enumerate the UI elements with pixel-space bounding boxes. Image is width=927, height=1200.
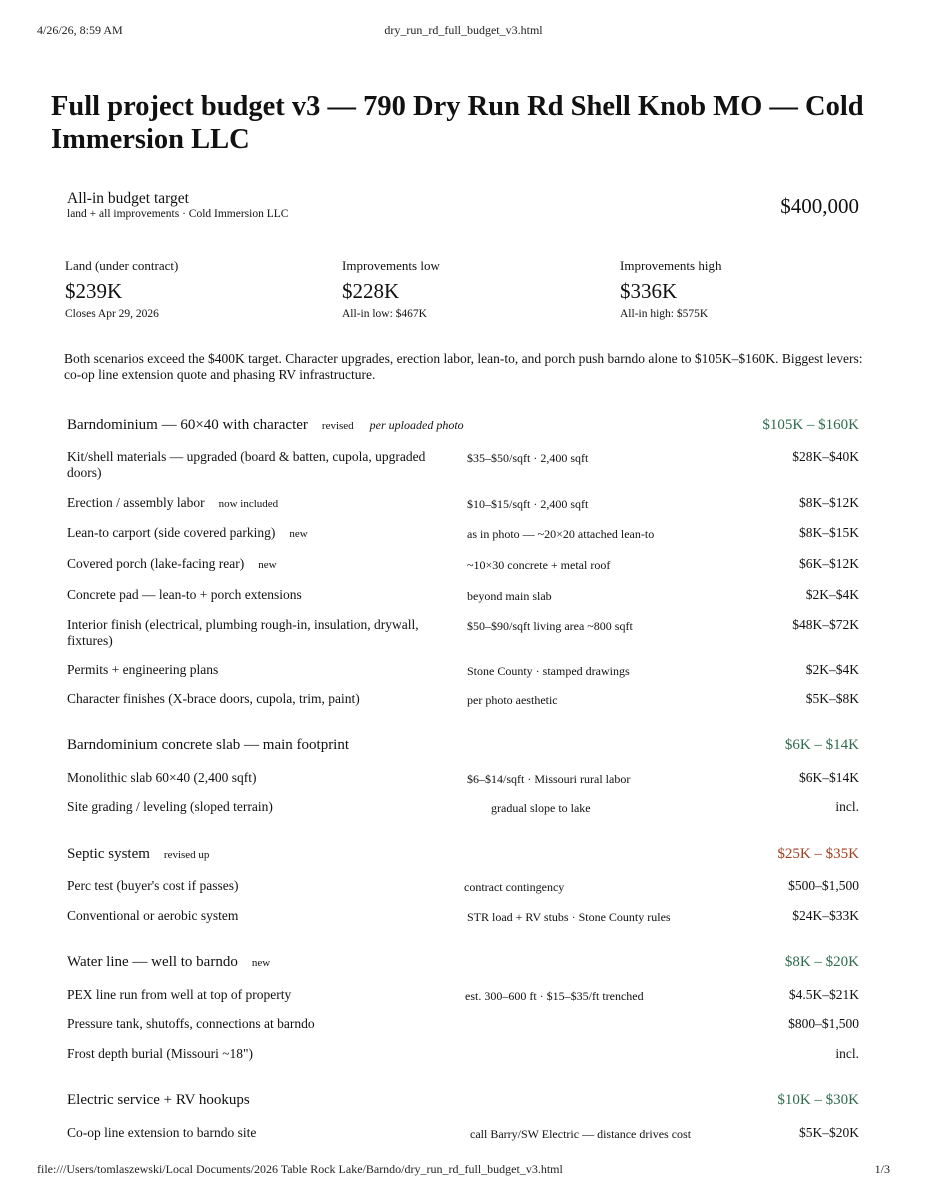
row-detail: $6–$14/sqft · Missouri rural labor xyxy=(467,772,631,786)
row-cost: $8K–$12K xyxy=(799,495,859,510)
section-title: Barndominium concrete slab — main footprint xyxy=(67,737,350,753)
section-tag: new xyxy=(251,957,271,969)
row-item-label: Erection / assembly labor xyxy=(67,495,205,510)
row-detail: call Barry/SW Electric — distance drives cost xyxy=(470,1127,692,1141)
row-item: Kit/shell materials — upgraded (board & batten, cupola, upgraded doors) xyxy=(67,449,426,480)
row-cost: $48K–$72K xyxy=(792,617,859,632)
row-detail: ~10×30 concrete + metal roof xyxy=(467,558,611,572)
row-cost: incl. xyxy=(835,799,859,814)
print-footer-page-number: 1/3 xyxy=(874,1162,890,1176)
summary-text: Both scenarios exceed the $400K target. Character upgrades, erection labor, lean-to, and porch push barndo alone to $105K–$160K. Biggest levers: co-op line extension quote and phasing RV infrastructure. xyxy=(64,351,863,382)
section-range: $6K – $14K xyxy=(784,737,859,753)
section-header-barndominium xyxy=(67,416,859,435)
stat-label: Improvements low xyxy=(342,258,440,273)
stat-label: Land (under contract) xyxy=(65,258,179,273)
row-detail: per photo aesthetic xyxy=(467,693,558,707)
row-cost: incl. xyxy=(835,1046,859,1061)
row-cost: $6K–$14K xyxy=(799,770,859,785)
row-item: Interior finish (electrical, plumbing rough-in, insulation, drywall, fixtures) xyxy=(67,617,419,648)
row-item xyxy=(67,556,447,573)
section-header-electric xyxy=(67,1091,859,1109)
section-header-water-line xyxy=(67,953,859,972)
print-footer-url: file:///Users/tomlaszewski/Local Documents/2026 Table Rock Lake/Barndo/dry_run_rd_full_budget_v3.html xyxy=(37,1162,563,1176)
row-detail: $10–$15/sqft · 2,400 sqft xyxy=(467,497,589,511)
row-item: Pressure tank, shutoffs, connections at barndo xyxy=(67,1016,315,1031)
row-item xyxy=(67,525,447,542)
section-range: $8K – $20K xyxy=(784,954,859,970)
row-tag: now included xyxy=(218,498,279,510)
stat-note: Closes Apr 29, 2026 xyxy=(65,308,159,320)
row-tag: new xyxy=(289,528,308,540)
stat-note: All-in high: $575K xyxy=(620,308,709,320)
stat-improvements-low xyxy=(342,258,602,321)
section-range: $105K – $160K xyxy=(762,417,859,433)
print-header-datetime: 4/26/26, 8:59 AM xyxy=(37,23,123,37)
row-item: Concrete pad — lean-to + porch extensions xyxy=(67,587,302,602)
row-item: PEX line run from well at top of property xyxy=(67,987,292,1002)
row-detail: Stone County · stamped drawings xyxy=(467,664,630,678)
row-cost: $2K–$4K xyxy=(805,662,859,677)
section-title: Water line — well to barndo xyxy=(67,954,238,970)
stat-land xyxy=(65,258,325,321)
section-range: $25K – $35K xyxy=(777,846,859,862)
row-detail: contract contingency xyxy=(464,880,565,894)
section-header-septic xyxy=(67,845,859,864)
stat-improvements-high xyxy=(620,258,880,321)
row-item: Site grading / leveling (sloped terrain) xyxy=(67,799,273,814)
row-tag: new xyxy=(258,559,277,571)
row-item: Frost depth burial (Missouri ~18") xyxy=(67,1046,254,1061)
section-title: Barndominium — 60×40 with character xyxy=(67,417,308,433)
page-title: Full project budget v3 — 790 Dry Run Rd Shell Knob MO — Cold Immersion LLC xyxy=(51,91,864,155)
row-detail: STR load + RV stubs · Stone County rules xyxy=(467,910,671,924)
stat-value: $239K xyxy=(65,279,123,303)
stat-value: $228K xyxy=(342,279,400,303)
row-cost: $8K–$15K xyxy=(799,525,859,540)
section-tag: revised up xyxy=(163,849,210,861)
row-cost: $2K–$4K xyxy=(805,587,859,602)
section-header-concrete-slab xyxy=(67,736,859,754)
row-item: Permits + engineering plans xyxy=(67,662,219,677)
stat-value: $336K xyxy=(620,279,678,303)
row-detail: as in photo — ~20×20 attached lean-to xyxy=(467,527,655,541)
row-item: Perc test (buyer's cost if passes) xyxy=(67,878,239,893)
print-header-filename: dry_run_rd_full_budget_v3.html xyxy=(384,23,543,37)
row-detail: beyond main slab xyxy=(467,589,552,603)
row-item-label: Covered porch (lake-facing rear) xyxy=(67,556,245,571)
row-cost: $4.5K–$21K xyxy=(788,987,859,1002)
section-title: Septic system xyxy=(67,846,150,862)
budget-target-subtitle: land + all improvements · Cold Immersion LLC xyxy=(67,208,289,220)
budget-target-label: All-in budget target xyxy=(67,190,189,207)
row-cost: $6K–$12K xyxy=(799,556,859,571)
row-cost: $5K–$20K xyxy=(799,1125,859,1140)
row-detail: gradual slope to lake xyxy=(491,801,591,815)
row-cost: $28K–$40K xyxy=(792,449,859,464)
row-detail: est. 300–600 ft · $15–$35/ft trenched xyxy=(465,989,644,1003)
row-cost: $5K–$8K xyxy=(805,691,859,706)
stat-label: Improvements high xyxy=(620,258,722,273)
budget-target-value: $400,000 xyxy=(780,194,859,218)
row-item xyxy=(67,495,447,512)
section-title: Electric service + RV hookups xyxy=(67,1092,250,1108)
row-item: Character finishes (X-brace doors, cupola, trim, paint) xyxy=(67,691,360,706)
row-item-label: Lean-to carport (side covered parking) xyxy=(67,525,276,540)
row-detail: $35–$50/sqft · 2,400 sqft xyxy=(467,451,589,465)
row-item: Co-op line extension to barndo site xyxy=(67,1125,257,1140)
row-item: Monolithic slab 60×40 (2,400 sqft) xyxy=(67,770,257,785)
row-item: Conventional or aerobic system xyxy=(67,908,239,923)
row-cost: $800–$1,500 xyxy=(788,1016,859,1031)
section-tag: revised xyxy=(321,420,354,432)
row-detail: $50–$90/sqft living area ~800 sqft xyxy=(467,619,633,633)
row-cost: $500–$1,500 xyxy=(788,878,859,893)
section-range: $10K – $30K xyxy=(777,1092,859,1108)
row-cost: $24K–$33K xyxy=(792,908,859,923)
stat-note: All-in low: $467K xyxy=(342,308,427,320)
section-note: per uploaded photo xyxy=(369,418,464,432)
